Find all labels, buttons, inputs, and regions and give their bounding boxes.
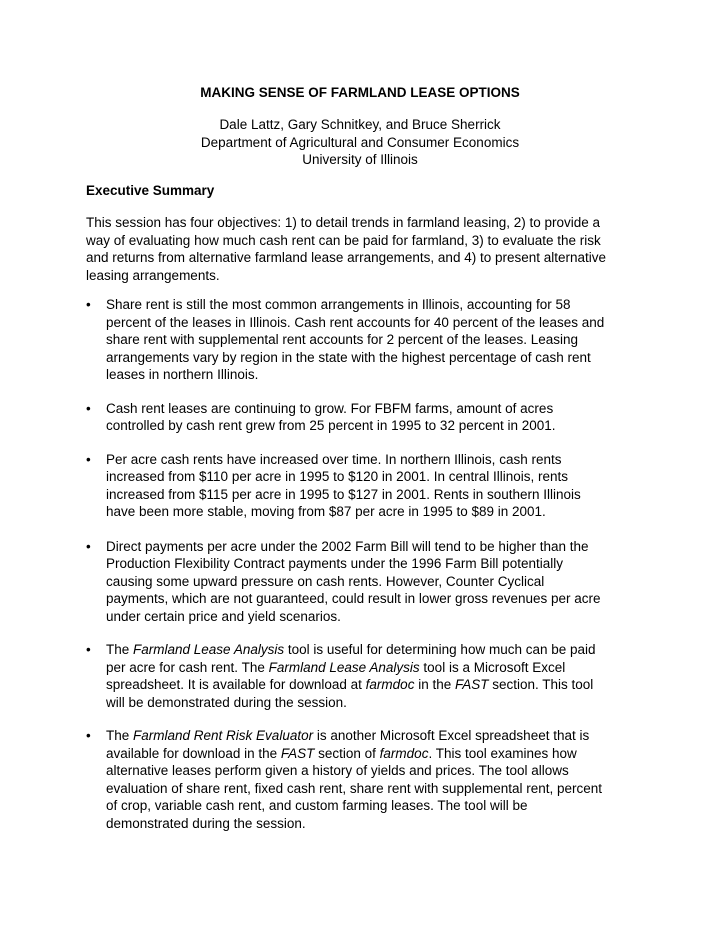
tool-name-emphasis: Farmland Rent Risk Evaluator: [133, 728, 314, 743]
author-names: Dale Lattz, Gary Schnitkey, and Bruce Sherrick: [219, 117, 501, 132]
intro-line: and returns from alternative farmland lease arrangements, and 4) to present alternative: [86, 250, 607, 265]
document-title: MAKING SENSE OF FARMLAND LEASE OPTIONS: [200, 85, 520, 100]
bullet-line: under certain price and yield scenarios.: [106, 608, 341, 624]
bullet-icon: •: [86, 728, 91, 743]
bullet-line: of crop, variable cash rent, and custom farming leases. The tool will be: [106, 798, 528, 813]
tool-name-emphasis: Farmland Lease Analysis: [268, 659, 420, 675]
site-name-emphasis: farmdoc: [379, 745, 429, 761]
bullet-item-lease-analysis-tool: [86, 641, 646, 711]
summary-bullet-list: [86, 296, 646, 832]
section-heading: Executive Summary: [86, 183, 215, 198]
bullet-line: [106, 676, 646, 694]
bullet-item-rent-risk-evaluator: [86, 727, 646, 832]
bullet-item-direct-payments: [86, 538, 646, 626]
bullet-line: Cash rent leases are continuing to grow. For FBFM farms, amount of acres: [106, 400, 554, 416]
bullet-line: [106, 659, 646, 677]
bullet-line: payments, which are not guaranteed, could result in lower gross revenues per acre: [106, 591, 601, 606]
intro-line: This session has four objectives: 1) to detail trends in farmland leasing, 2) to provide a: [86, 215, 601, 230]
bullet-line: alternative leases perform given a history of yields and prices. The tool allows: [106, 763, 569, 778]
bullet-line: have been more stable, moving from $87 per acre in 1995 to $89 in 2001.: [106, 504, 546, 519]
bullet-line: leases in northern Illinois.: [106, 367, 259, 382]
text-run: available for download in the: [106, 745, 281, 761]
intro-line: leasing arrangements.: [86, 267, 220, 283]
section-name-emphasis: FAST: [280, 745, 315, 761]
bullet-line: share rent with supplemental rent accounts for 2 percent of the leases. Leasing: [106, 332, 579, 347]
text-run: section of: [314, 745, 380, 761]
section-name-emphasis: FAST: [454, 677, 489, 692]
bullet-line: percent of the leases in Illinois. Cash rent accounts for 40 percent of the leases and: [106, 314, 605, 330]
site-name-emphasis: farmdoc: [365, 677, 415, 692]
bullet-line: [106, 641, 646, 659]
bullet-line: evaluation of share rent, fixed cash rent, share rent with supplemental rent, percent: [106, 780, 603, 796]
intro-line: way of evaluating how much cash rent can be paid for farmland, 3) to evaluate the risk: [86, 232, 601, 248]
text-run: . This tool examines how: [428, 745, 577, 761]
text-run: The: [106, 642, 134, 657]
intro-paragraph: [86, 214, 646, 284]
bullet-icon: •: [86, 451, 91, 467]
text-run: per acre for cash rent. The: [106, 659, 269, 675]
bullet-icon: •: [86, 297, 91, 312]
bullet-line: arrangements vary by region in the state with the highest percentage of cash rent: [106, 349, 591, 365]
text-run: tool is a Microsoft Excel: [419, 659, 566, 675]
bullet-line: will be demonstrated during the session.: [106, 694, 347, 710]
bullet-item-per-acre-rents: [86, 451, 646, 521]
bullet-line: controlled by cash rent grew from 25 percent in 1995 to 32 percent in 2001.: [106, 418, 556, 433]
bullet-line: demonstrated during the session.: [106, 815, 306, 831]
bullet-line: increased from $115 per acre in 1995 to $127 in 2001. Rents in southern Illinois: [106, 486, 581, 502]
text-run: is another Microsoft Excel spreadsheet that is: [313, 728, 590, 743]
bullet-line: [106, 745, 646, 763]
author-block: [0, 116, 720, 169]
bullet-line: increased from $110 per acre in 1995 to $120 in 2001. In central Illinois, rents: [106, 469, 569, 484]
bullet-icon: •: [86, 642, 91, 657]
bullet-line: [106, 727, 646, 745]
text-run: tool is useful for determining how much can be paid: [284, 642, 596, 657]
bullet-line: Direct payments per acre under the 2002 Farm Bill will tend to be higher than the: [106, 538, 589, 554]
text-run: spreadsheet. It is available for download at: [106, 677, 366, 692]
bullet-line: Per acre cash rents have increased over time. In northern Illinois, cash rents: [106, 451, 562, 467]
bullet-line: Production Flexibility Contract payments under the 1996 Farm Bill potentially: [106, 556, 563, 571]
text-run: The: [106, 728, 134, 743]
text-run: section. This tool: [488, 677, 594, 692]
tool-name-emphasis: Farmland Lease Analysis: [133, 642, 285, 657]
bullet-item-share-rent: [86, 296, 646, 384]
bullet-icon: •: [86, 538, 91, 554]
department-name: Department of Agricultural and Consumer Economics: [200, 134, 520, 150]
bullet-icon: •: [86, 400, 91, 416]
university-name: University of Illinois: [302, 152, 418, 167]
bullet-item-cash-rent-growth: [86, 400, 646, 435]
text-run: in the: [414, 677, 455, 692]
bullet-line: Share rent is still the most common arrangements in Illinois, accounting for 58: [106, 297, 571, 312]
bullet-line: causing some upward pressure on cash rents. However, Counter Cyclical: [106, 573, 545, 589]
